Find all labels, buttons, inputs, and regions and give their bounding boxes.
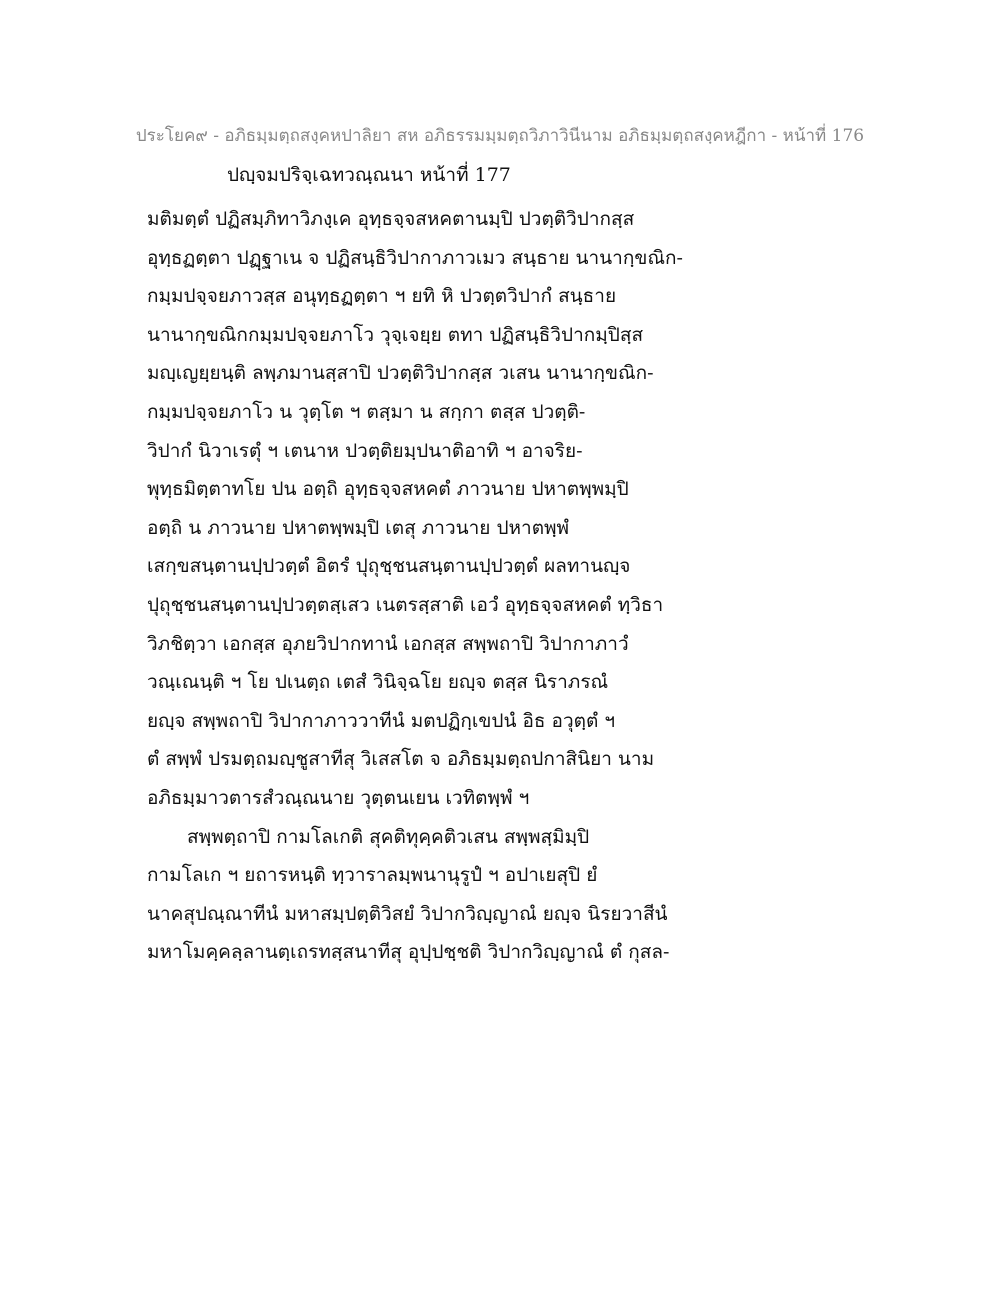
text-line: วณฺเณนฺติ ฯ โย ปเนตฺถ เตสํ วินิจฺฉโย ยญฺจ ตสฺส นิราภรณํ [147,671,609,694]
text-line: เสกฺขสนฺตานปฺปวตฺตํ อิตรํ ปุถุชฺชนสนฺตานปฺปวตฺตํ ผลทานญฺจ [147,555,631,578]
text-line: กมฺมปจฺจยภาโว น วุตฺโต ฯ ตสฺมา น สกฺกา ตสฺส ปวตฺติ- [147,400,586,423]
text-line: มญฺเญยฺยนฺติ ลพฺภมานสฺสาปิ ปวตฺติวิปากสฺส วเสน นานากฺขณิก- [147,362,654,385]
text-line: กมฺมปจฺจยภาวสฺส อนุทฺธฏตฺตา ฯ ยทิ หิ ปวตฺตวิปากํ สนฺธาย [147,285,617,308]
text-line: กามโลเก ฯ ยถารหนฺติ ทฺวาราลมฺพนานุรูปํ ฯ อปาเยสุปิ ยํ [147,864,598,887]
text-line: อตฺถิ น ภาวนาย ปหาตพฺพมฺปิ เตสุ ภาวนาย ปหาตพฺพํ [147,516,570,539]
text-line: วิภชิตฺวา เอกสฺส อุภยวิปากทานํ เอกสฺส สพฺพถาปิ วิปากาภาวํ [147,632,629,655]
text-line: พุทฺธมิตฺตาทโย ปน อตฺถิ อุทฺธจฺจสหคตํ ภาวนาย ปหาตพฺพมฺปิ [147,478,629,501]
section-title: ปญฺจมปริจฺเฉทวณฺณนา หน้าที่ 177 [227,164,511,186]
text-line: อุทฺธฏตฺตา ปฏฺฐาเน จ ปฏิสนฺธิวิปากาภาวเมว สนฺธาย นานากฺขณิก- [147,246,683,269]
text-line: ปุถุชฺชนสนฺตานปฺปวตฺตสฺเสว เนตรสฺสาติ เอวํ อุทฺธจฺจสหคตํ ทฺวิธา [147,593,664,616]
body-text [147,200,707,972]
text-line: นาคสุปณฺณาทีนํ มหาสมฺปตฺติวิสยํ วิปากวิญฺญาณํ ยญฺจ นิรยวาสีนํ [147,902,668,925]
text-line: มติมตฺตํ ปฏิสมฺภิทาวิภงฺเค อุทฺธจฺจสหคตานมฺปิ ปวตฺติวิปากสฺส [147,208,635,230]
text-line: วิปากํ นิวาเรตุํ ฯ เตนาห ปวตฺติยมฺปนาติอาทิ ฯ อาจริย- [147,439,583,462]
text-line: นานากฺขณิกกมฺมปจฺจยภาโว วุจฺเจยฺย ตทา ปฏิสนฺธิวิปากมฺปิสฺส [147,323,644,346]
text-line: มหาโมคฺคลฺลานตฺเถรทสฺสนาทีสุ อุปฺปชฺชติ วิปากวิญฺญาณํ ตํ กุสล- [147,941,670,964]
text-line: อภิธมฺมาวตารสํวณฺณนาย วุตฺตนเยน เวทิตพฺพํ ฯ [147,786,530,809]
paragraph-start-line: สพฺพตฺถาปิ กามโลเกติ สุคติทุคฺคติวเสน สพฺพสฺมิมฺปิ [187,825,590,848]
running-header: ประโยค๙ - อภิธมฺมตฺถสงฺคหปาลิยา สห อภิธรรมมฺมตฺถวิภาวินีนาม อภิธมฺมตฺถสงฺคหฎีกา - หน้าที่ 176 [135,126,865,146]
text-line: ยญฺจ สพฺพถาปิ วิปากาภาววาทีนํ มตปฏิกฺเขปนํ อิธ อวุตฺตํ ฯ [147,709,616,732]
text-line: ตํ สพฺพํ ปรมตฺถมญฺชูสาทีสุ วิเสสโต จ อภิธมฺมตฺถปกาสินิยา นาม [147,748,655,771]
